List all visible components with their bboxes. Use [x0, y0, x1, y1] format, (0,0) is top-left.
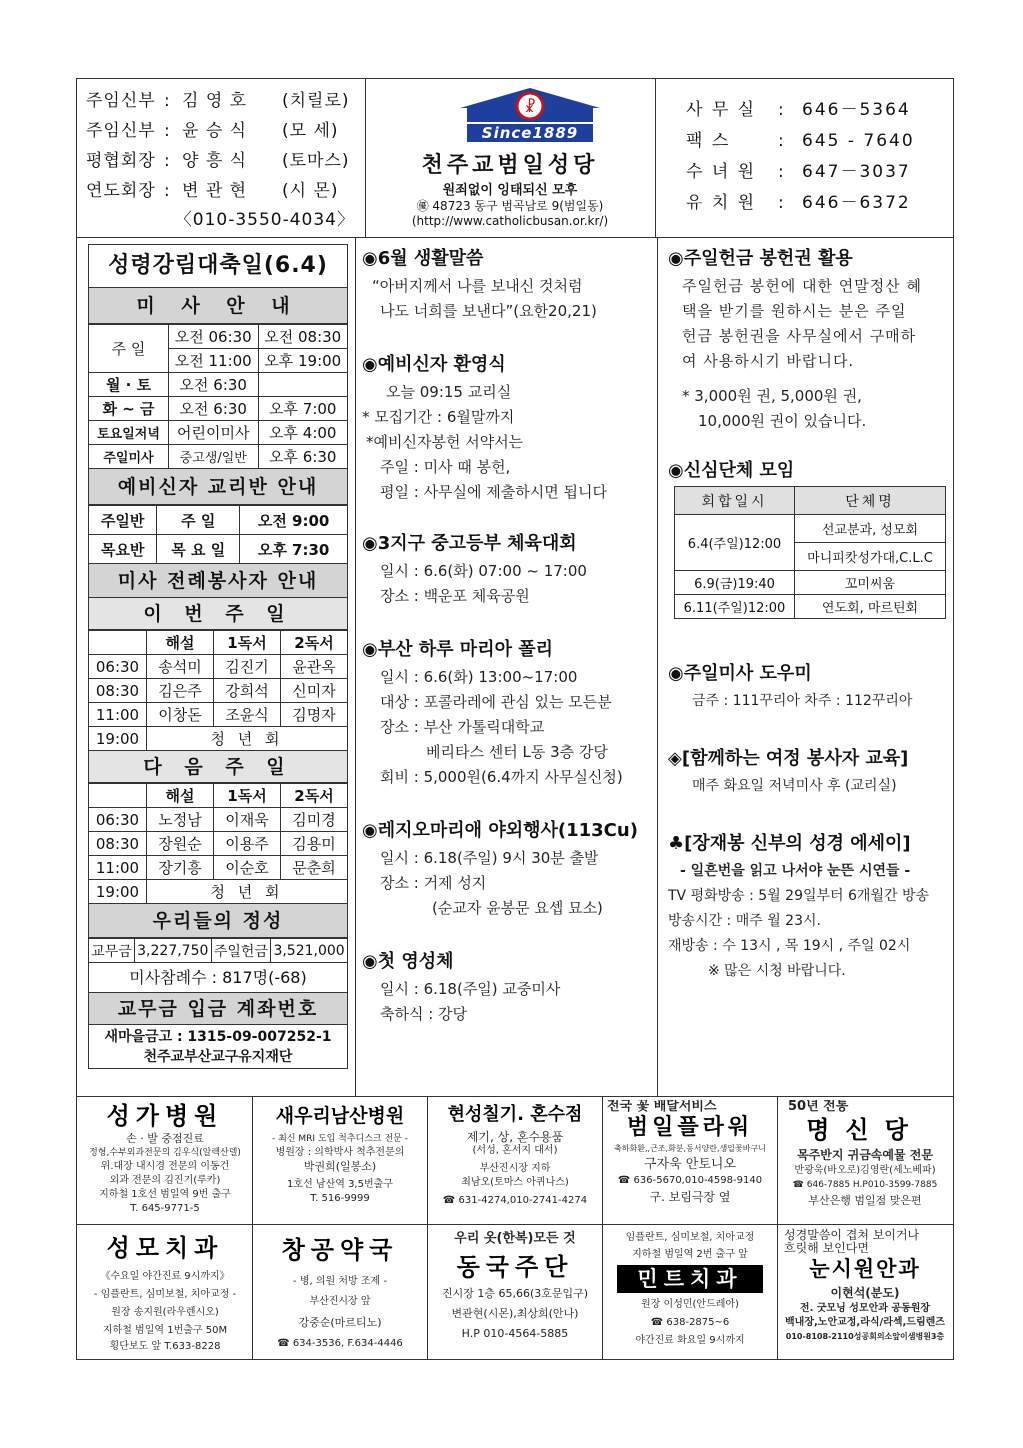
ad-line: 축하화환,,근조,화분,동서양란,생일꽃바구니 — [614, 1144, 766, 1153]
mass-title: 미 사 안 내 — [88, 288, 348, 324]
account-title: 교무금 입금 계좌번호 — [88, 993, 348, 1025]
welcome-line: * 모집기간 : 6월말까지 — [362, 408, 515, 426]
this-week-table — [88, 630, 348, 751]
offering-ticket-line: 10,000원 권이 있습니다. — [698, 412, 867, 430]
table-row: 회합일시 단체명 — [675, 487, 946, 515]
ad-line: 정형,수부외과전문의 김우식(알렉산델) — [89, 1148, 241, 1158]
club-icon: ♣ — [668, 833, 685, 854]
word-line: “아버지께서 나를 보내신 것처럼 — [372, 277, 583, 295]
offering-ticket-line: 여 사용하시기 바랍니다. — [682, 352, 855, 370]
sports-line: 장소 : 백운포 체육공원 — [380, 587, 530, 605]
ad-tagline: 흐릿해 보인다면 — [784, 1241, 869, 1255]
church-subtitle: 원죄없이 잉태되신 모후 — [442, 183, 578, 198]
ad-line: - 임플란트, 심미보철, 치아교정 - — [93, 1289, 237, 1300]
polis-line: 장소 : 부산 가톨릭대학교 — [380, 718, 545, 736]
offering-ticket-line: 택을 받기를 원하시는 분은 주일 — [682, 302, 907, 320]
ad-line: T. 645-9771-5 — [130, 1203, 200, 1214]
logo-since-text: Since1889 — [481, 124, 579, 142]
legio-line: 장소 : 거제 성지 — [380, 874, 487, 892]
polis-line: 회비 : 5,000원(6.4까지 사무실신청) — [380, 768, 623, 786]
divider — [427, 1097, 428, 1359]
bullet-icon: ◉ — [362, 951, 378, 972]
ad-line: 010-8108-2110성공회의소앞이샘병원3층 — [785, 1332, 945, 1341]
contact-row: 팩 스 : 645 - 7640 — [686, 131, 915, 151]
groups-table — [674, 486, 946, 619]
ad-line: 반광욱(바오로)김영란(세노베파) — [794, 1165, 936, 1176]
divider — [655, 79, 656, 237]
offering-ticket-line: 주일헌금 봉헌에 대한 연말정산 혜 — [682, 277, 922, 295]
ad-hyunsung[interactable] — [430, 1100, 600, 1222]
contact-row: 사 무 실 : 646－5364 — [686, 100, 911, 120]
ad-line: 구. 보림극장 옆 — [649, 1190, 731, 1204]
table-row: 화 ~ 금 오전 6:30 오후 7:00 — [89, 397, 348, 421]
ad-line: 지하철 범일역 1번출구 50M — [102, 1325, 228, 1336]
table-row: 08:30 장원순 이용주 김용미 — [89, 832, 348, 856]
essay-subtitle: - 일흔번을 읽고 나서야 눈뜬 시연들 - — [680, 863, 911, 879]
ad-line: 1호선 남산역 3,5번출구 — [287, 1179, 393, 1190]
next-week-title: 다 음 주 일 — [88, 751, 348, 783]
ad-line: 박권희(일봉소) — [303, 1160, 377, 1173]
table-row: 해설 1독서 2독서 — [89, 631, 348, 655]
bullet-icon: ◉ — [362, 533, 378, 554]
next-week-table — [88, 783, 348, 904]
ad-line: 제기, 상, 혼수용품 — [466, 1130, 564, 1144]
table-row: 08:30 김은주 강희석 신미자 — [89, 679, 348, 703]
essay-section-title: ♣[장재봉 신부의 성경 에세이] — [668, 833, 911, 854]
table-row: 11:00 장기흥 이순호 문춘희 — [89, 856, 348, 880]
divider — [355, 238, 356, 1096]
ad-saeuri-hospital[interactable] — [255, 1100, 425, 1222]
ad-line: 백내장,노안교정,라식/라섹,드림렌즈 — [785, 1317, 945, 1328]
ad-dongguk-judan[interactable] — [430, 1228, 600, 1356]
ad-tagline: 임플란트, 심미보철, 치아교정 — [625, 1232, 755, 1243]
divider — [252, 1097, 253, 1359]
ad-seongmo-dental[interactable] — [80, 1228, 250, 1356]
communion-line: 축하식 : 강당 — [380, 1005, 468, 1023]
offering-ticket-line: * 3,000원 권, 5,000원 권, — [682, 387, 862, 405]
ad-myeongsindang[interactable] — [780, 1100, 950, 1222]
ad-line: ☎ 646-7885 H.P010-3599-7885 — [792, 1180, 938, 1190]
ad-line: 《수요일 야간진료 9시까지》 — [100, 1271, 230, 1282]
table-row: 주 일 오전 06:30 오전 08:30 — [89, 325, 348, 349]
ad-line: 위.대장 내시경 전문의 이동건 — [100, 1161, 230, 1172]
bullet-icon: ◉ — [668, 460, 684, 481]
table-row: 교무금 3,227,750 주일헌금 3,521,000 — [89, 939, 348, 963]
ad-line: H.P 010-4564-5885 — [461, 1327, 569, 1340]
account-number: 새마을금고 : 1315-09-007252-1 — [104, 1029, 332, 1045]
ad-line: 지하철 1호선 범일역 9번 출구 — [99, 1189, 231, 1200]
ad-tagline: 성경말씀이 겹쳐 보이거나 — [784, 1228, 920, 1242]
church-name: 천주교범일성당 — [421, 152, 599, 177]
bullet-icon: ◉ — [362, 639, 378, 660]
table-row: 월 · 토 오전 6:30 — [89, 373, 348, 397]
contact-row: 수 녀 원 : 647－3037 — [686, 162, 911, 182]
office-phone: 〈010-3550-4034〉 — [174, 210, 355, 230]
svg-text:☧: ☧ — [524, 98, 536, 116]
catechumen-table — [88, 505, 348, 564]
church-address: ㊝ 48723 동구 범곡남로 9(범일동) — [416, 199, 604, 213]
helper-section-title: ◉주일미사 도우미 — [668, 663, 812, 684]
ad-line: 변관현(시몬),최상희(안나) — [451, 1307, 579, 1320]
essay-line: 재방송 : 수 13시 , 목 19시 , 주일 02시 — [668, 938, 911, 954]
ad-line: ☎ 636-5670,010-4598-9140 — [617, 1175, 763, 1186]
ad-name: 현성칠기. 혼수점 — [447, 1104, 583, 1125]
ad-name: 명신당 — [806, 1116, 924, 1144]
offering-title: 우리들의 정성 — [88, 904, 348, 938]
groups-section-title: ◉신심단체 모임 — [668, 460, 795, 481]
legio-line: 일시 : 6.18(주일) 9시 30분 출발 — [380, 849, 599, 867]
ad-tagline: 우리 옷(한복)모든 것 — [454, 1231, 576, 1246]
table-row: 6.11(주일)12:00 연도회, 마르틴회 — [675, 595, 946, 619]
attendance: 미사참례수 : 817명(-68) — [88, 963, 348, 993]
ad-line: 손 · 발 중점진료 — [126, 1132, 204, 1145]
ad-line: 전. 굿모닝 성모안과 공동원장 — [799, 1303, 931, 1314]
account-info — [88, 1025, 348, 1069]
ad-line: 목주반지 귀금속예물 전문 — [797, 1148, 933, 1162]
contact-row: 유 치 원 : 646－6372 — [686, 193, 911, 213]
ad-beomil-flower[interactable] — [605, 1100, 775, 1222]
church-url[interactable]: (http://www.catholicbusan.or.kr/) — [411, 214, 609, 228]
ad-line: (서성, 혼서지 대서) — [472, 1145, 558, 1156]
left-column — [88, 244, 348, 1069]
diamond-icon: ◈ — [668, 748, 682, 769]
ad-line: 이현석(분도) — [830, 1286, 900, 1300]
offering-ticket-title: ◉주일헌금 봉헌권 활용 — [668, 248, 853, 269]
table-row: 06:30 송석미 김진기 윤관옥 — [89, 655, 348, 679]
catechumen-title: 예비신자 교리반 안내 — [88, 469, 348, 505]
ad-line: ☎ 631-4274,010-2741-4274 — [442, 1195, 588, 1206]
ad-line: ☎ 634-3536, F.634-4446 — [277, 1338, 403, 1349]
sports-section-title: ◉3지구 중고등부 체육대회 — [362, 533, 577, 554]
welcome-line: 주일 : 미사 때 봉헌, — [380, 458, 511, 476]
volunteer-section-title: ◈[함께하는 여정 봉사자 교육] — [668, 748, 909, 769]
helper-line: 금주 : 111꾸리아 차주 : 112꾸리아 — [692, 693, 913, 709]
welcome-line: 평일 : 사무실에 제출하시면 됩니다 — [380, 483, 607, 501]
bullet-icon: ◉ — [668, 663, 684, 684]
divider — [602, 1097, 603, 1359]
communion-section-title: ◉첫 영성체 — [362, 951, 454, 972]
word-line: 나도 너희를 보낸다”(요한20,21) — [380, 302, 597, 320]
ad-name: 범일플라워 — [626, 1115, 754, 1140]
divider — [657, 238, 658, 1096]
ad-line: ☎ 638-2875~6 — [650, 1317, 730, 1328]
officer-row: 주임신부 : 윤 승 식 (모 세) — [86, 121, 339, 141]
table-row: 주일미사 중고생/일반 오후 6:30 — [89, 445, 348, 469]
table-row: 해설 1독서 2독서 — [89, 784, 348, 808]
bullet-icon: ◉ — [668, 248, 684, 269]
ad-name: 창공약국 — [281, 1236, 399, 1264]
welcome-line: 오늘 09:15 교리실 — [386, 383, 512, 401]
offering-ticket-line: 헌금 봉헌권을 사무실에서 구매하 — [682, 327, 917, 345]
middle-column — [362, 244, 654, 1027]
officer-row: 연도회장 : 변 관 현 (시 몬) — [86, 181, 339, 201]
ad-line: 구자욱 안토니오 — [643, 1157, 737, 1172]
ad-line: 횡단보도 앞 T.633-8228 — [109, 1341, 221, 1352]
ad-line: 부산진시장 앞 — [309, 1296, 371, 1307]
table-row: 마니피캇성가대,C.L.C — [675, 543, 946, 571]
table-row: 06:30 노정남 이재욱 김미경 — [89, 808, 348, 832]
ad-name: 동국주단 — [456, 1253, 574, 1281]
polis-section-title: ◉부산 하루 마리아 폴리 — [362, 639, 554, 660]
volunteer-line: 매주 화요일 저녁미사 후 (교리실) — [692, 778, 897, 794]
ad-tagline: 전국 꽃 배달서비스 — [607, 1100, 717, 1114]
officer-row: 주임신부 : 김 영 호 (치릴로) — [86, 91, 350, 111]
ad-name: 민트치과 — [617, 1265, 763, 1293]
mass-table — [88, 324, 348, 469]
ad-line: 병원장 : 의학박사 척추전문의 — [275, 1147, 405, 1158]
welcome-line: *예비신자봉헌 서약서는 — [366, 433, 524, 451]
table-row: 19:00 청 년 회 — [89, 727, 348, 751]
table-row: 오전 11:00 오후 19:00 — [89, 349, 348, 373]
essay-line: ※ 많은 시청 바랍니다. — [708, 963, 846, 979]
ad-line: - 병, 의원 처방 조제 - — [293, 1276, 387, 1287]
ad-changgong-pharmacy[interactable] — [255, 1228, 425, 1356]
right-column — [668, 244, 948, 984]
ad-nunsiwon-eye[interactable] — [780, 1228, 950, 1356]
ad-line: - 최신 MRI 도입 척추디스크 전문 - — [272, 1134, 408, 1144]
ad-name: 성가병원 — [106, 1102, 224, 1130]
ad-tagline: 지하철 범일역 2번 출구 앞 — [632, 1249, 748, 1260]
ad-line: 원장 송지원(라우렌시오) — [111, 1307, 219, 1318]
welcome-section-title: ◉예비신자 환영식 — [362, 354, 506, 375]
bullet-icon: ◉ — [362, 820, 378, 841]
word-section-title: ◉6월 생활말씀 — [362, 248, 484, 269]
polis-line: 대상 : 포콜라레에 관심 있는 모든분 — [380, 693, 612, 711]
table-row: 목요반 목 요 일 오후 7:30 — [89, 535, 348, 564]
ad-tagline: 50년 전통 — [788, 1100, 849, 1114]
account-holder: 천주교부산교구유지재단 — [143, 1049, 293, 1065]
polis-line: 일시 : 6.6(화) 13:00~17:00 — [380, 668, 578, 686]
divider — [77, 1224, 953, 1225]
ad-name: 새우리남산병원 — [275, 1105, 405, 1127]
legio-line: (순교자 윤봉문 요셉 묘소) — [432, 899, 603, 917]
church-logo — [455, 86, 605, 146]
officers-list — [86, 86, 361, 234]
this-week-title: 이 번 주 일 — [88, 598, 348, 630]
legio-section-title: ◉레지오마리애 야외행사(113Cu) — [362, 820, 638, 841]
ad-line: 진시장 1층 65,66(3호문입구) — [441, 1287, 589, 1300]
essay-line: TV 평화방송 : 5월 29일부터 6개월간 방송 — [668, 888, 929, 904]
ad-mint-dental[interactable] — [605, 1228, 775, 1356]
ad-line: 야간진료 화요일 9시까지 — [635, 1335, 745, 1346]
ad-name: 성모치과 — [106, 1234, 224, 1262]
table-row: 6.9(금)19:40 꼬미씨움 — [675, 571, 946, 595]
ad-line: 최남오(토마스 아퀴나스) — [461, 1177, 569, 1188]
servers-title: 미사 전례봉사자 안내 — [88, 564, 348, 598]
offering-table — [88, 938, 348, 963]
ad-line: 강중순(마르티노) — [298, 1316, 382, 1329]
contacts — [686, 95, 946, 219]
table-row: 주일반 주 일 오전 9:00 — [89, 506, 348, 535]
table-row: 11:00 이창돈 조윤식 김명자 — [89, 703, 348, 727]
communion-line: 일시 : 6.18(주일) 교중미사 — [380, 980, 561, 998]
feast-title: 성령강림대축일(6.4) — [88, 244, 348, 288]
bullet-icon: ◉ — [362, 354, 378, 375]
table-row: 6.4(주일)12:00 선교분과, 성모회 — [675, 515, 946, 543]
officer-row: 평협회장 : 양 흥 식 (토마스) — [86, 151, 350, 171]
bullet-icon: ◉ — [362, 248, 378, 269]
ad-name: 눈시원안과 — [809, 1257, 921, 1281]
polis-line: 베리타스 센터 L동 3층 강당 — [426, 743, 608, 761]
sports-line: 일시 : 6.6(화) 07:00 ~ 17:00 — [380, 562, 587, 580]
divider — [365, 79, 366, 237]
ad-line: 외과 전문의 김진기(루카) — [109, 1175, 221, 1186]
ad-seongga-hospital[interactable] — [80, 1100, 250, 1222]
table-row: 토요일저녁 어린이미사 오후 4:00 — [89, 421, 348, 445]
ad-line: 원장 이성민(안드레아) — [641, 1299, 739, 1310]
ad-line: 부산은행 범일점 맞은편 — [808, 1194, 922, 1207]
essay-line: 방송시간 : 매주 월 23시. — [668, 913, 821, 929]
table-row: 19:00 청 년 회 — [89, 880, 348, 904]
ad-line: T. 516-9999 — [310, 1193, 370, 1204]
divider — [777, 1097, 778, 1359]
ad-line: 부산진시장 지하 — [479, 1163, 551, 1174]
